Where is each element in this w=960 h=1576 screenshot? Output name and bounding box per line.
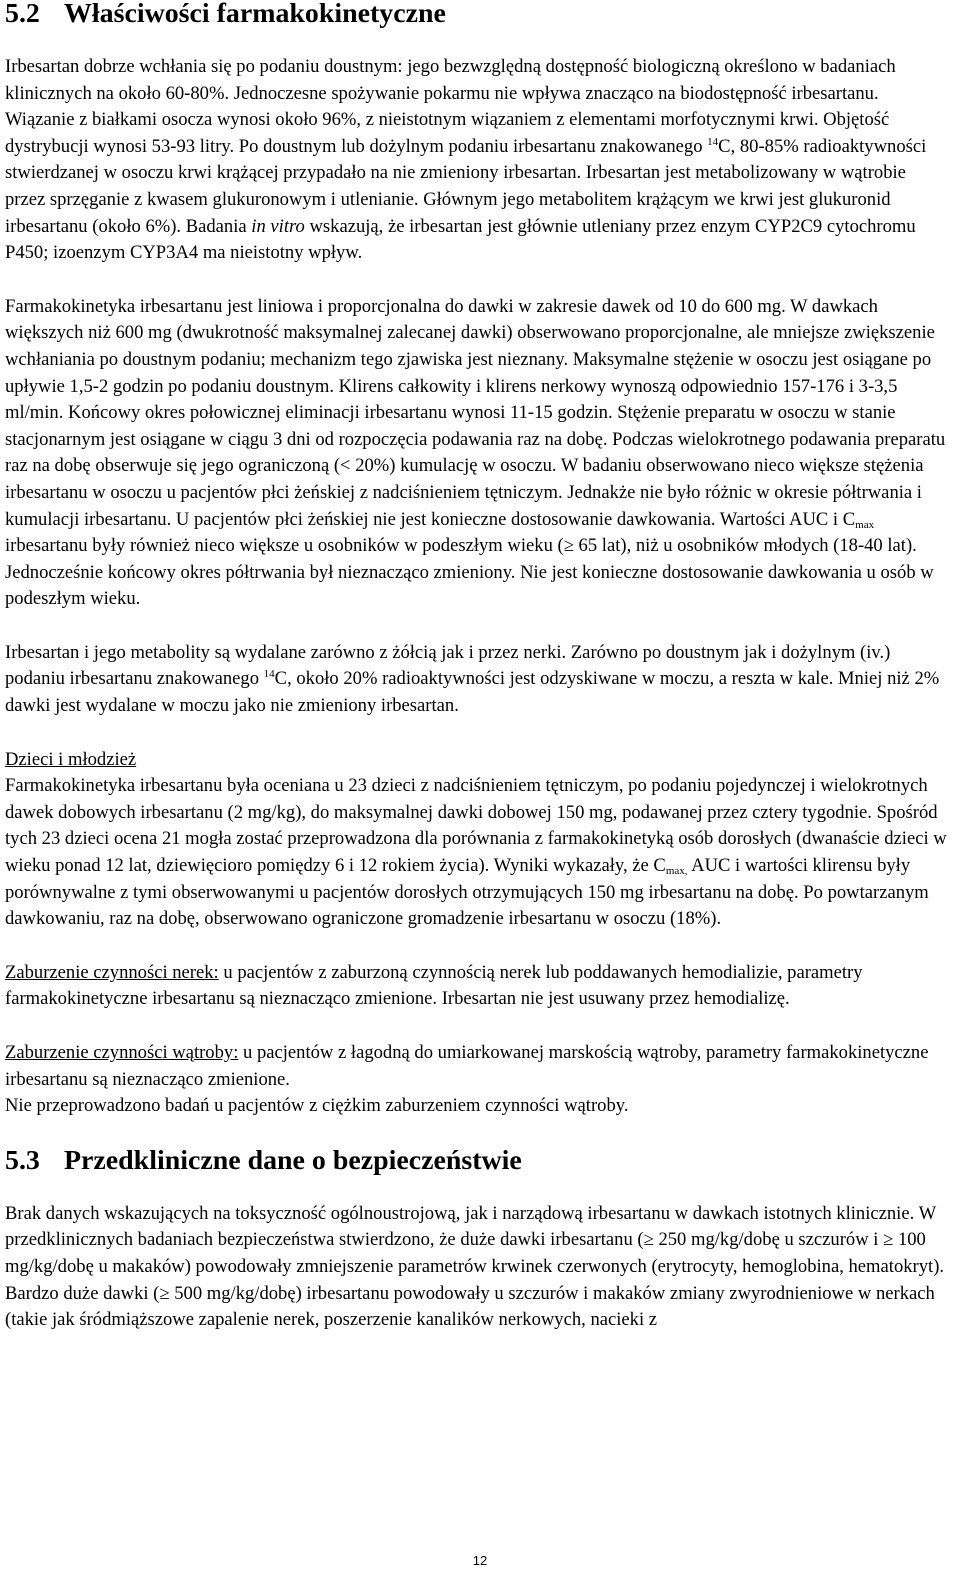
- paragraph-children: Farmakokinetyka irbesartanu była oceniana u 23 dzieci z nadciśnieniem tętniczym, po podaniu pojedynczej i wielokrotnych dawek dobowych irbesartanu (2 mg/kg), do maksymalnej dawki dobowej 150 mg, podawanej przez cztery tygodnie. Spośród tych 23 dzieci ocena 21 mogła zostać przeprowadzona dla porównania z farmakokinetyką osób dorosłych (dwanaście dzieci w wieku ponad 12 lat, dziewięcioro pomiędzy 6 i 12 rokiem życia). Wyniki wykazały, że $C_{max,}$ AUC i wartości klirensu były porównywalne z tymi obserwowanymi u pacjentów dorosłych otrzymujących 150 mg irbesartanu na dobę. Po powtarzanym dawkowaniu, raz na dobę, obserwowano ograniczone gromadzenie irbesartanu w osoczu (18%).: [5, 775, 947, 930]
- paragraph-excretion: Irbesartan i jego metabolity są wydalane zarówno z żółcią jak i przez nerki. Zarówno po doustnym jak i dożylnym (iv.) podaniu irbesartanu znakowanego $^{14}$C, około 20% radioaktywności jest odzyskiwane w moczu, a reszta w kale. Mniej niż 2% dawki jest wydalane w moczu jako nie zmieniony irbesartan.: [5, 641, 940, 717]
- paragraph-absorption: Irbesartan dobrze wchłania się po podaniu doustnym: jego bezwzględną dostępność biologiczną określono w badaniach klinicznych na około 60-80%. Jednoczesne spożywanie pokarmu nie wpływa znacząco na biodostępność irbesartanu. Wiązanie z białkami osocza wynosi około 96%, z nieistotnym wiązaniem z elementami morfotycznymi krwi. Objętość dystrybucji wynosi 53-93 litry. Po doustnym lub dożylnym podaniu irbesartanu znakowanego $^{14}$C, 80-85% radioaktywności stwierdzanej w osoczu krwi krążącej przypadało na nie zmieniony irbesartan. Irbesartan jest metabolizowany w wątrobie przez sprzęganie z kwasem glukuronowym i utlenianie. Głównym jego metabolitem krążącym we krwi jest glukuronid irbesartanu (około 6%). Badania in vitro wskazują, że irbesartan jest głównie utleniany przez enzym CYP2C9 cytochromu P450; izoenzym CYP3A4 ma nieistotny wpływ.: [5, 56, 927, 264]
- section-5-2-heading: [5, 0, 950, 27]
- section-number: 5.3: [5, 1144, 40, 1176]
- superscript-14: 14: [707, 135, 719, 148]
- section-title: Właściwości farmakokinetyczne: [64, 0, 446, 29]
- hepatic-heading: Zaburzenie czynności wątroby:: [5, 1042, 239, 1063]
- paragraph-preclinical: Brak danych wskazujących na toksyczność ogólnoustrojową, jak i narządową irbesartanu w dawkach istotnych klinicznie. W przedklinicznych badaniach bezpieczeństwa stwierdzono, że duże dawki irbesartanu (≥ 250 mg/kg/dobę u szczurów i ≥ 100 mg/kg/dobę u makaków) powodowały zmniejszenie parametrów krwinek czerwonych (erytrocyty, hemoglobina, hematokryt). Bardzo duże dawki (≥ 500 mg/kg/dobę) irbesartanu powodowały u szczurów i makaków zmiany zwyrodnieniowe w nerkach (takie jak śródmiąższowe zapalenie nerek, poszerzenie kanalików nerkowych, nacieki z: [5, 1202, 945, 1331]
- italic-in-vitro: in vitro: [251, 215, 305, 237]
- subheading-children: Dzieci i młodzież: [5, 748, 137, 770]
- subscript-max: max: [855, 518, 875, 531]
- paragraph-renal-impairment: Zaburzenie czynności nerek: u pacjentów z zaburzoną czynnością nerek lub poddawanych hemodializie, parametry farmakokinetyczne irbesartanu są nieznacząco zmienione. Irbesartan nie jest usuwany przez hemodializę.: [5, 961, 863, 1010]
- section-number: 5.2: [5, 0, 40, 29]
- superscript-14: 14: [263, 668, 275, 681]
- subscript-max: max,: [665, 865, 688, 878]
- section-title: Przedkliniczne dane o bezpieczeństwie: [64, 1144, 522, 1176]
- paragraph-hepatic-impairment: Zaburzenie czynności wątroby: u pacjentów z łagodną do umiarkowanej marskością wątroby, parametry farmakokinetyczne irbesartanu są nieznacząco zmienione.: [5, 1042, 929, 1090]
- paragraph-hepatic-severe: Nie przeprowadzono badań u pacjentów z ciężkim zaburzeniem czynności wątroby.: [5, 1095, 629, 1117]
- renal-heading: Zaburzenie czynności nerek:: [5, 961, 219, 983]
- page-number: 12: [472, 1553, 488, 1568]
- document-page: [5, 0, 950, 1334]
- section-5-3-heading: [5, 1144, 950, 1176]
- paragraph-linearity: Farmakokinetyka irbesartanu jest liniowa i proporcjonalna do dawki w zakresie dawek od 10 do 600 mg. W dawkach większych niż 600 mg (dwukrotność maksymalnej zalecanej dawki) obserwowano proporcjonalne, ale mniejsze zwiększenie wchłaniania po doustnym podaniu; mechanizm tego zjawiska jest nieznany. Maksymalne stężenie w osoczu jest osiągane po upływie 1,5-2 godzin po podaniu doustnym. Klirens całkowity i klirens nerkowy wynoszą odpowiednio 157-176 i 3-3,5 ml/min. Końcowy okres połowicznej eliminacji irbesartanu wynosi 11-15 godzin. Stężenie preparatu w osoczu w stanie stacjonarnym jest osiągane w ciągu 3 dni od rozpoczęcia podawania raz na dobę. Podczas wielokrotnego podawania preparatu raz na dobę obserwuje się jego ograniczoną (< 20%) kumulację w osoczu. W badaniu obserwowano nieco większe stężenia irbesartanu w osoczu u pacjentów płci żeńskiej z nadciśnieniem tętniczym. Jednakże nie było różnic w okresie półtrwania i kumulacji irbesartanu. U pacjentów płci żeńskiej nie jest konieczne dostosowanie dawkowania. Wartości AUC i $C_{max}$ irbesartanu były również nieco większe u osobników w podeszłym wieku (≥ 65 lat), niż u osobników młodych (18-40 lat). Jednocześnie końcowy okres półtrwania był nieznacząco zmieniony. Nie jest konieczne dostosowanie dawkowania u osób w podeszłym wieku.: [5, 295, 946, 610]
